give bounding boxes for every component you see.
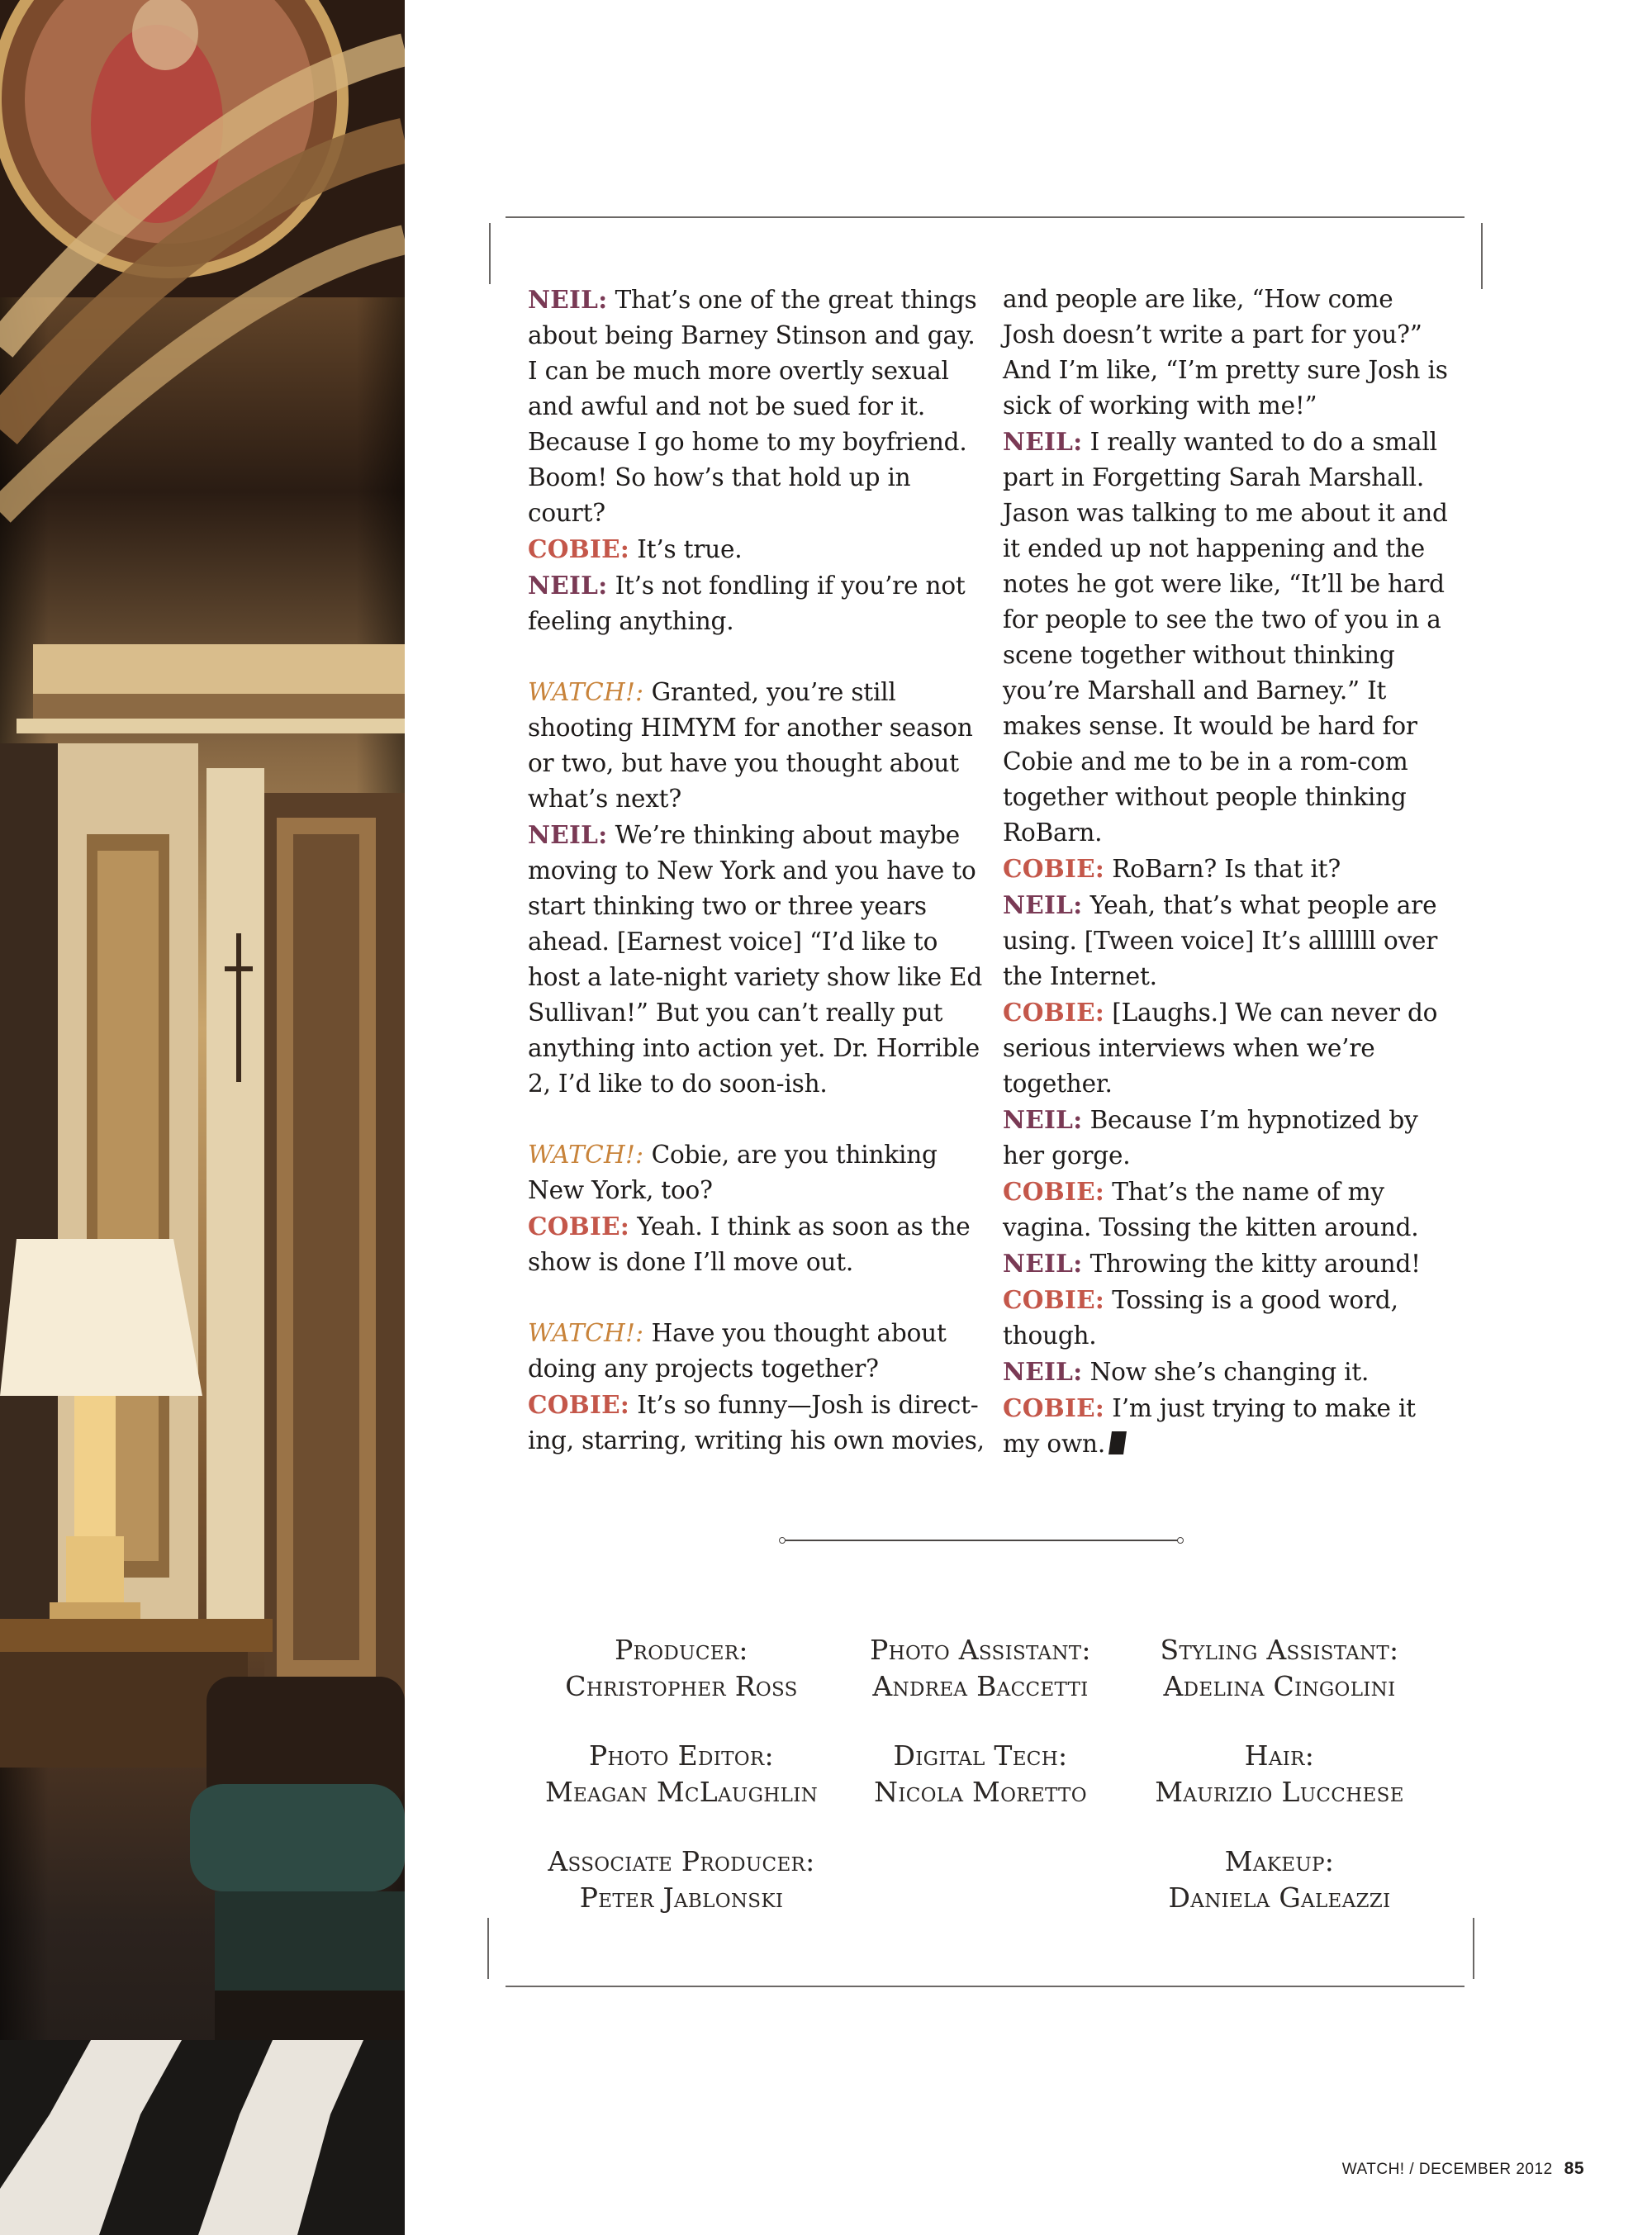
interview-paragraph <box>1003 1174 1449 1246</box>
paragraph-gap <box>528 639 990 675</box>
paragraph-gap <box>528 1280 990 1316</box>
speech-text: It’s true. <box>629 535 743 563</box>
credit-name: Andrea Baccetti <box>872 1670 1089 1702</box>
interview-right-column <box>1003 282 1449 1462</box>
frame-top-right-corner <box>1481 223 1483 289</box>
credit-photo-editor <box>508 1738 855 1810</box>
speech-text: It’s not fondling if you’re not feeling anything. <box>528 572 966 635</box>
credit-name: Adelina Cingolini <box>1163 1670 1396 1702</box>
speaker-label: COBIE: <box>1003 1393 1105 1422</box>
credit-role: Digital Tech: <box>893 1739 1068 1772</box>
speaker-label: NEIL: <box>1003 1357 1083 1386</box>
interview-paragraph <box>1003 887 1449 994</box>
interview-paragraph <box>528 531 990 567</box>
credit-role: Photo Editor: <box>589 1739 774 1772</box>
interview-paragraph <box>528 1137 990 1208</box>
folio-label: WATCH! / DECEMBER 2012 <box>1341 2161 1553 2178</box>
speaker-label: COBIE: <box>528 1390 630 1419</box>
speech-text: Because I’m hypnotized by her gorge. <box>1003 1106 1418 1170</box>
frame-bottom-rule <box>506 1986 1464 1987</box>
speech-text: We’re thinking about maybe moving to New York and you have to start thinking two or three years ahead. [Earnest voice] “I’d like to host a late-night variety show like Ed Sullivan!” But you can’t really put anything into action yet. Dr. Horrible 2, I’d like to do soon-ish. <box>528 821 983 1098</box>
credit-name: Maurizio Lucchese <box>1155 1776 1404 1808</box>
interior-photo <box>0 0 405 2235</box>
page-number: 85 <box>1564 2159 1584 2178</box>
interview-paragraph <box>528 817 990 1102</box>
credit-associate-producer <box>508 1844 855 1916</box>
section-divider <box>785 1540 1178 1541</box>
end-mark-icon <box>1108 1431 1127 1454</box>
frame-top-left-corner <box>489 223 491 284</box>
speaker-label: NEIL: <box>1003 1249 1083 1278</box>
frame-bottom-left-corner <box>487 1918 489 1979</box>
interview-paragraph <box>1003 1102 1449 1174</box>
interview-paragraph <box>1003 1354 1449 1390</box>
speaker-label: NEIL: <box>528 285 608 314</box>
interview-paragraph <box>528 1208 990 1280</box>
speaker-label: WATCH!: <box>528 1319 644 1347</box>
speech-text: [Laughs.] We can never do serious interviews when we’re together. <box>1003 999 1438 1098</box>
credit-role: Photo Assistant: <box>870 1634 1091 1666</box>
credit-role: Makeup: <box>1224 1845 1335 1877</box>
credit-styling-assistant <box>1106 1632 1453 1705</box>
paragraph-gap <box>528 1102 990 1137</box>
credit-hair <box>1106 1738 1453 1810</box>
credit-name: Daniela Galeazzi <box>1168 1881 1391 1914</box>
interview-paragraph <box>528 1316 990 1387</box>
speech-text: I’m just trying to make it my own. <box>1003 1394 1416 1458</box>
interview-left-column <box>528 282 990 1459</box>
interview-paragraph <box>528 282 990 531</box>
speaker-label: NEIL: <box>1003 890 1083 919</box>
speaker-label: WATCH!: <box>528 678 644 706</box>
credit-photo-assistant <box>807 1632 1154 1705</box>
frame-top-rule <box>506 216 1464 218</box>
speaker-label: COBIE: <box>1003 998 1105 1027</box>
interview-paragraph <box>1003 1282 1449 1354</box>
speech-text: and people are like, “How come Josh doesn’t write a part for you?” And I’m like, “I’m pretty sure Josh is sick of working with me!” <box>1003 285 1448 420</box>
speech-text: RoBarn? Is that it? <box>1104 855 1341 883</box>
speech-text: That’s the name of my vagina. Tossing the kitten around. <box>1003 1178 1419 1241</box>
speech-text: Now she’s changing it. <box>1082 1358 1370 1386</box>
speaker-label: NEIL: <box>528 571 608 600</box>
speaker-label: COBIE: <box>528 1212 630 1241</box>
credit-name: Meagan McLaughlin <box>544 1776 819 1808</box>
credit-producer <box>508 1632 855 1705</box>
speech-text: I really wanted to do a small part in Forgetting Sarah Marshall. Jason was talking to me about it and it ended up not happening and the notes he got were like, “It’ll be hard for people to see the two of you in a scene together without thinking you’re Marshall and Barney.” It makes sense. It would be hard for Cobie and me to be in a rom-com together without people thinking RoBarn. <box>1003 428 1448 847</box>
credit-role: Hair: <box>1244 1739 1315 1772</box>
page-folio <box>1342 2159 1584 2179</box>
interview-paragraph <box>528 567 990 639</box>
interview-paragraph <box>1003 1390 1449 1462</box>
interview-paragraph <box>1003 1246 1449 1282</box>
credit-role: Styling Assistant: <box>1160 1634 1399 1666</box>
frame-bottom-right-corner <box>1473 1918 1474 1979</box>
speech-text: Have you thought about doing any projects together? <box>528 1319 947 1383</box>
speaker-label: COBIE: <box>1003 854 1105 883</box>
credit-role: Associate Producer: <box>548 1845 815 1877</box>
credit-name: Peter Jablonski <box>579 1881 784 1914</box>
speech-text: Tossing is a good word, though. <box>1003 1286 1398 1350</box>
speech-text: That’s one of the great things about being Barney Stinson and gay. I can be much more overtly sexual and awful and not be sued for it. Because I go home to my boyfriend. Boom! So how’s that hold up in court? <box>528 286 977 527</box>
credit-name: Christopher Ross <box>565 1670 798 1702</box>
speech-text: It’s so funny—Josh is directing, starring, writing his own movies, <box>528 1391 985 1454</box>
credit-role: Producer: <box>615 1634 748 1666</box>
speaker-label: COBIE: <box>1003 1177 1105 1206</box>
speech-text: Throwing the kitty around! <box>1082 1250 1421 1278</box>
speaker-label: NEIL: <box>1003 427 1083 456</box>
speech-text: Yeah. I think as soon as the show is done I’ll move out. <box>528 1212 971 1276</box>
interview-paragraph <box>1003 282 1449 424</box>
interview-paragraph <box>1003 994 1449 1102</box>
credit-digital-tech <box>807 1738 1154 1810</box>
credit-name: Nicola Moretto <box>874 1776 1087 1808</box>
speech-text: Yeah, that’s what people are using. [Tween voice] It’s alllllll over the Internet. <box>1003 891 1438 990</box>
speaker-label: COBIE: <box>528 534 630 563</box>
speaker-label: NEIL: <box>1003 1105 1083 1134</box>
speaker-label: COBIE: <box>1003 1285 1105 1314</box>
interior-photo-art <box>0 0 405 2235</box>
speech-text: Cobie, are you thinking New York, too? <box>528 1141 938 1204</box>
speaker-label: WATCH!: <box>528 1141 644 1169</box>
speech-text: Granted, you’re still shooting HIMYM for another season or two, but have you thought about what’s next? <box>528 678 973 813</box>
credit-makeup <box>1106 1844 1453 1916</box>
interview-paragraph <box>528 1387 990 1459</box>
interview-paragraph <box>528 675 990 817</box>
interview-paragraph <box>1003 851 1449 887</box>
speaker-label: NEIL: <box>528 820 608 849</box>
interview-paragraph <box>1003 424 1449 851</box>
